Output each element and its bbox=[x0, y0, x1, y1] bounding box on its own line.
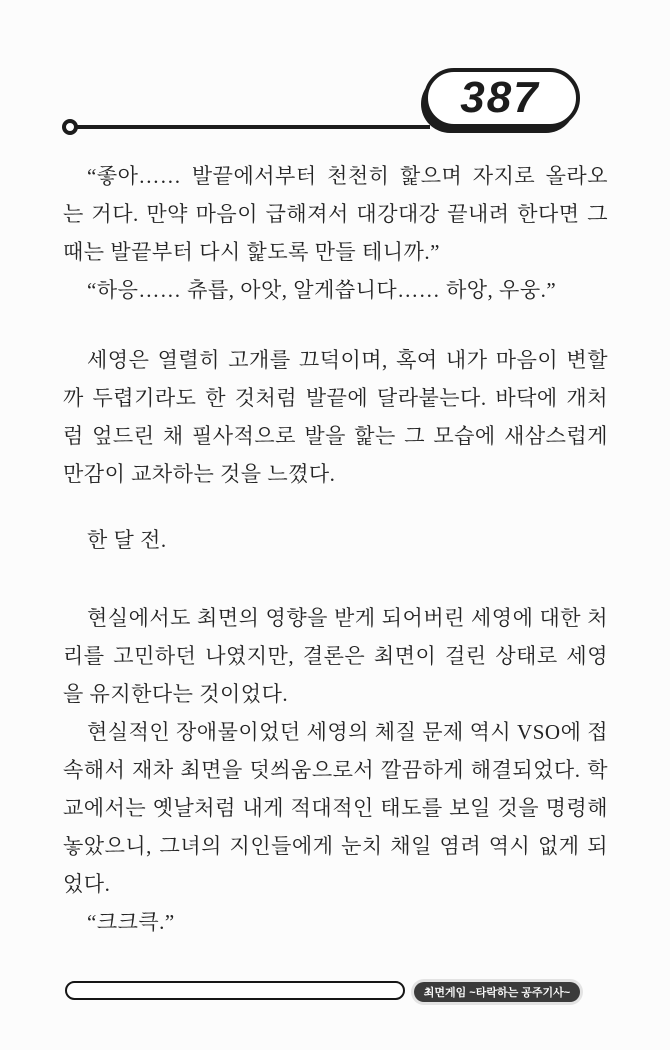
text-line: 었다. bbox=[63, 872, 111, 896]
text-line: 는 거다. 만약 마음이 급해져서 대강대강 끝내려 한다면 그 bbox=[63, 202, 608, 226]
paragraph-dialogue-3 bbox=[63, 903, 608, 941]
paragraph-one-month-ago bbox=[63, 521, 608, 559]
text-line: 세영은 열렬히 고개를 끄덕이며, 혹여 내가 마음이 변할 bbox=[87, 348, 608, 372]
text-line: 교에서는 옛날처럼 내게 적대적인 태도를 보일 것을 명령해 bbox=[63, 796, 608, 820]
text-line: 속해서 재차 최면을 덧씌움으로서 깔끔하게 해결되었다. 학 bbox=[63, 758, 608, 782]
book-title: 최면게임 ~타락하는 공주기사~ bbox=[423, 987, 571, 999]
body-text bbox=[63, 157, 608, 941]
text-line: 때는 발끝부터 다시 핥도록 만들 테니까.” bbox=[63, 240, 440, 264]
book-title-badge bbox=[414, 982, 580, 1002]
header-rule bbox=[74, 125, 430, 129]
paragraph-dialogue-1 bbox=[63, 157, 608, 309]
paragraph-narration-1 bbox=[63, 341, 608, 493]
text-line: 현실에서도 최면의 영향을 받게 되어버린 세영에 대한 처 bbox=[87, 606, 608, 630]
text-line: 현실적인 장애물이었던 세영의 체질 문제 역시 VSO에 접 bbox=[87, 720, 608, 744]
text-line: “크크큭.” bbox=[87, 910, 175, 934]
text-line: 럼 엎드린 채 필사적으로 발을 핥는 그 모습에 새삼스럽게 bbox=[63, 424, 608, 448]
text-line: 을 유지한다는 것이었다. bbox=[63, 682, 289, 706]
page-number-badge bbox=[424, 68, 580, 128]
text-line: “좋아…… 발끝에서부터 천천히 핥으며 자지로 올라오 bbox=[87, 164, 608, 188]
text-line: 만감이 교차하는 것을 느꼈다. bbox=[63, 462, 336, 486]
footer-rule-pill bbox=[65, 981, 405, 1000]
text-line: 한 달 전. bbox=[87, 528, 167, 552]
paragraph-narration-3 bbox=[63, 713, 608, 903]
text-line: 놓았으니, 그녀의 지인들에게 눈치 채일 염려 역시 없게 되 bbox=[63, 834, 608, 858]
page-number: 387 bbox=[460, 73, 540, 122]
text-line: 까 두렵기라도 한 것처럼 발끝에 달라붙는다. 바닥에 개처 bbox=[63, 386, 608, 410]
paragraph-narration-2 bbox=[63, 599, 608, 713]
text-line: 리를 고민하던 나였지만, 결론은 최면이 걸린 상태로 세영 bbox=[63, 644, 608, 668]
text-line: “하응…… 츄릅, 아앗, 알게씁니다…… 하앙, 우웅.” bbox=[87, 278, 557, 302]
